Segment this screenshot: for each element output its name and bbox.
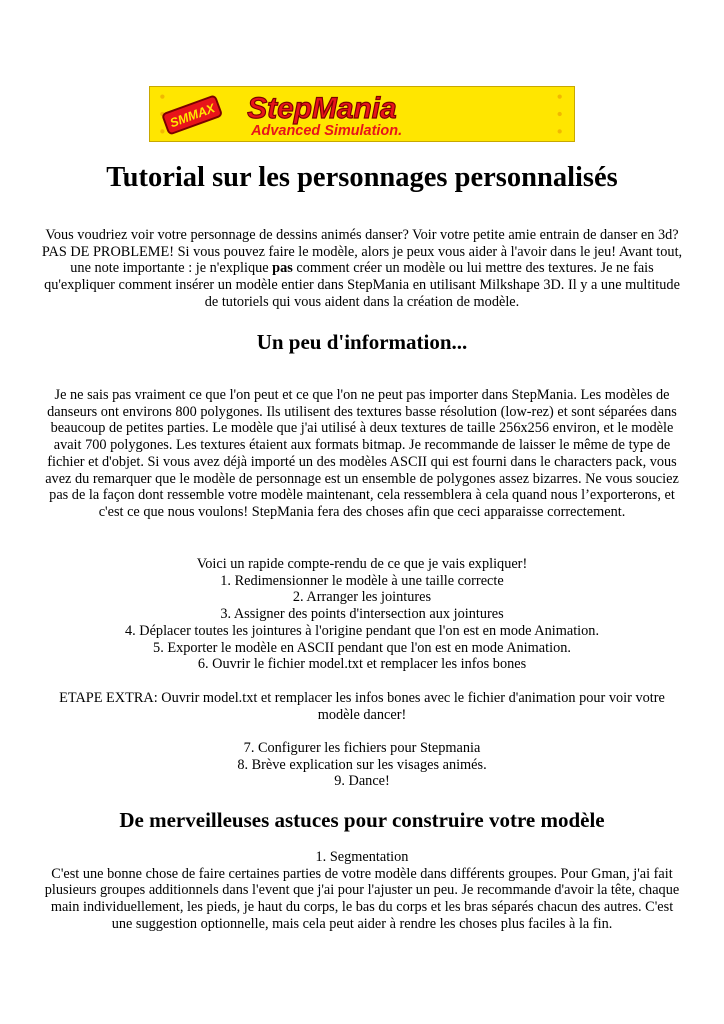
logo-small-text: SMMAX (168, 101, 217, 131)
list-item: 8. Brève explication sur les visages animés. (237, 756, 487, 773)
extra-step-paragraph: ETAPE EXTRA: Ouvrir model.txt et remplacer les infos bones avec le fichier d'animation pour voir votre modèle dancer! (59, 690, 665, 723)
list-item: 6. Ouvrir le fichier model.txt et remplacer les infos bones (197, 656, 527, 673)
list-item: 7. Configurer les fichiers pour Stepmania (243, 740, 481, 756)
list-item: 4. Déplacer toutes les jointures à l'origine pendant que l'on est en mode Animation. (124, 622, 600, 639)
list-item: 9. Dance! (334, 773, 390, 790)
page-title: Tutorial sur les personnages personnalisés (106, 162, 618, 193)
list-item: 1. Redimensionner le modèle à une taille correcte (220, 572, 504, 589)
tips-block (40, 849, 684, 933)
intro-paragraph (40, 227, 684, 311)
summary-list (40, 556, 684, 673)
section-heading-tips: De merveilleuses astuces pour construire votre modèle (119, 808, 605, 832)
list-item: 5. Exporter le modèle en ASCII pendant que l'on est en mode Animation. (153, 639, 571, 656)
stepmania-banner-logo (149, 86, 575, 142)
list-item: 3. Assigner des points d'intersection aux jointures (220, 606, 504, 623)
list-item: 2. Arranger les jointures (292, 589, 432, 606)
summary-list-continued (40, 740, 684, 790)
logo-title-text: StepMania (247, 91, 397, 125)
intro-text-start: Vous voudriez voir votre personnage de dessins animés danser? Voir votre petite amie entrain de danser en 3d? PAS DE PROBLEME! Si vous pouvez faire le modèle, alors je peux vous aider à l'avoir dans le jeu! Avant tout, une note importante : je n'explique (41, 227, 683, 277)
section-heading-information: Un peu d'information... (256, 330, 468, 354)
information-paragraph: Je ne sais pas vraiment ce que l'on peut et ce que l'on ne peut pas importer dans StepMania. Les modèles de danseurs ont environs 800 polygones. Ils utilisent des textures basse résolution (low-rez) et sont séparées dans beaucoup de petites parties. Le modèle que j'ai utilisé à deux textures de taille 256x256 environ, et le modèle avait 700 polygones. Les textures étaient aux formats bitmap. Je recommande de laisser le même de type de fichier et d'objet. Si vous avez déjà importé un des modèles ASCII qui est fourni dans le characters pack, vous avez du remarquer que le modèle de personnage est un ensemble de polygones assez bizarres. Ne vous souciez pas de la façon dont ressemble votre modèle maintenant, cela ressemblera à cela quand nous l’exporterons, et c'est ce que nous voulons! StepMania fera des choses afin que ceci apparaisse correctement. (45, 387, 679, 520)
intro-text-end: comment créer un modèle ou lui mettre des textures. Je ne fais qu'expliquer comment insérer un modèle entier dans StepMania en utilisant Milkshape 3D. Il y a une multitude de tutoriels qui vous aident dans la création de modèle. (44, 260, 680, 310)
tips-paragraph: C'est une bonne chose de faire certaines parties de votre modèle dans différents groupes. Pour Gman, j'ai fait plusieurs groupes additionnels dans l'event que j'ai pour l'ajuster un peu. Je recommande d'avoir la tête, chaque main individuellement, les pieds, je haut du corps, le bas du corps et les bras séparés chacun des autres. C'est une suggestion optionnelle, mais cela peut aider à rendre les choses plus faciles à la fin. (44, 865, 680, 932)
intro-bold-word: pas (272, 260, 293, 277)
tips-subheading: 1. Segmentation (315, 849, 409, 865)
summary-intro: Voici un rapide compte-rendu de ce que je vais expliquer! (196, 556, 528, 572)
logo-subtitle-text: Advanced Simulation. (251, 123, 403, 140)
